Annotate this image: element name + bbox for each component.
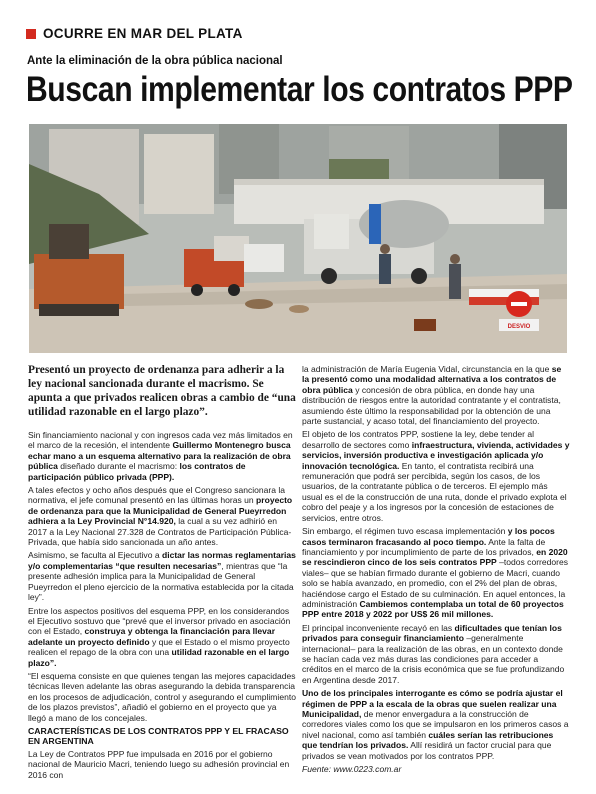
section-header (26, 26, 243, 41)
detour-sign-text: DESVIO (507, 324, 531, 330)
paragraph: El objeto de los contratos PPP, sostiene la ley, debe tender al desarrollo de sectores como infraestructura, vivienda, actividades y servicios, inversión productiva e investigación aplicada y/o innovación tecnológica. En tanto, el contratista recibirá una remuneración que podrá ser percibida, según los casos, de los usuarios, de la contratante pública o de terceros. El ejemplo más usual es el de la construcción de una ruta, donde el privado explota el cobro del peaje y a los ingresos por la concesión de estaciones de servicios, entre otros. (302, 429, 570, 523)
paragraph: La Ley de Contratos PPP fue impulsada en 2016 por el gobierno nacional de Mauricio Macri, teniendo luego su adhesión provincial en 2016 con (28, 748, 290, 780)
paragraph: “El esquema consiste en que quienes tengan las mejores capacidades técnicas lleven adelante las obras asegurando la debida transparencia en los procesos de adjudicación, control y asegurando el cumplimiento de los plazos previstos”, añadió el gobierno en el proyecto que ya llegó a mano de los concejales. (28, 670, 296, 723)
paragraph: Asimismo, se faculta al Ejecutivo a dictar las normas reglamentarias y/o complementarias “que resulten necesarias”, mientras que “la presente adhesión implica para la Municipalidad de General Pueyrredon el pleno ejercicio de la normativa establecida por la citada ley”. (28, 550, 296, 603)
article-column-right (302, 364, 570, 777)
article-source: Fuente: www.0223.com.ar (302, 764, 402, 775)
kicker: Ante la eliminación de la obra pública nacional (27, 55, 283, 67)
construction-scene-illustration (29, 124, 567, 353)
paragraph: El principal inconveniente recayó en las dificultades que tenían los privados para conseguir financiamiento –generalmente internacional– para la realización de las obras, en un contexto donde se hacían cada vez más duras las condiciones para acceder a créditos en el marco de la crisis económica que se fue profundizando en Argentina desde 2017. (302, 622, 565, 685)
article-lead: Presentó un proyecto de ordenanza para adherir a la ley nacional sancionada durante el macrismo. Se apunta a que privados realicen obras a cambio de “una utilidad razonable en el largo plazo”. (28, 364, 296, 418)
article-column-left (28, 430, 296, 783)
paragraph: la administración de María Eugenia Vidal, circunstancia en la que se la presentó como una modalidad alternativa a los contratos de obra pública y concesión de obra pública, en donde hay una distribución de riesgos entre la autoridad contratante y el contratista, asumiendo éste último la responsabilidad por la obtención de una parte sustancial, y acaso total, del financiamiento del proyecto. (302, 364, 562, 427)
paragraph: Sin embargo, el régimen tuvo escasa implementación y los pocos casos terminaron fracasando al poco tiempo. Ante la falta de financiamiento y por incumplimiento de parte de los privados, en 2020 se rescindieron cinco de los seis contratos PPP –todos corredores viales– que se habían firmado durante el gobierno de Macri, cuando solo se había avanzado, en promedio, con el 2% del plan de obras, haciéndose cargo el Estado de su culminación. En aquel entonces, la administración Cambiemos contemplaba un total de 60 proyectos PPP entre 2018 y 2022 por US$ 26 mil millones. (302, 526, 569, 620)
section-marker-icon (26, 29, 36, 39)
headline: Buscan implementar los contratos PPP (26, 70, 573, 109)
article-photo (29, 124, 567, 353)
subheading: CARACTERÍSTICAS DE LOS CONTRATOS PPP Y EL FRACASO EN ARGENTINA (28, 725, 289, 747)
paragraph: Entre los aspectos positivos del esquema PPP, en los considerandos el Ejecutivo sostuvo que “prevé que el inversor privado en asociación con el Estado, construya y obtenga la financiación para llevar adelante un proyecto definido y que el Estado o el mismo proyecto realicen el repago de la obra con una utilidad razonable en el largo plazo”. (28, 605, 291, 668)
paragraph: Sin financiamiento nacional y con ingresos cada vez más limitados en el marco de la recesión, el intendente Guillermo Montenegro busca echar mano a un esquema alternativo para la realización de obra pública diseñado durante el macrismo: los contratos de participación público privada (PPP). (28, 430, 293, 482)
section-label: OCURRE EN MAR DEL PLATA (43, 26, 243, 41)
paragraph: Uno de los principales interrogante es cómo se podría ajustar el régimen de PPP a la escala de la obras que suelen realizar una Municipalidad, de menor envergadura a la construcción de corredores viales como los que se impulsaron en los primeros casos a nivel nacional, como así también cuáles serían las retribuciones que tendrían los privados. Allí residirá un factor crucial para que privados se vean motivados por los contratos PPP. (302, 688, 569, 761)
paragraph: A tales efectos y ocho años después que el Congreso sancionara la normativa, el jefe comunal presentó en las últimas horas un proyecto de ordenanza para que la Municipalidad de General Pueyrredon adhiera a la Ley Provincial N°14.920, la cual a su vez adhirió en 2017 a la Ley Nacional 27.328 de Contratos de Participación Pública-Privada, que había sido sancionada un año antes. (28, 485, 293, 548)
